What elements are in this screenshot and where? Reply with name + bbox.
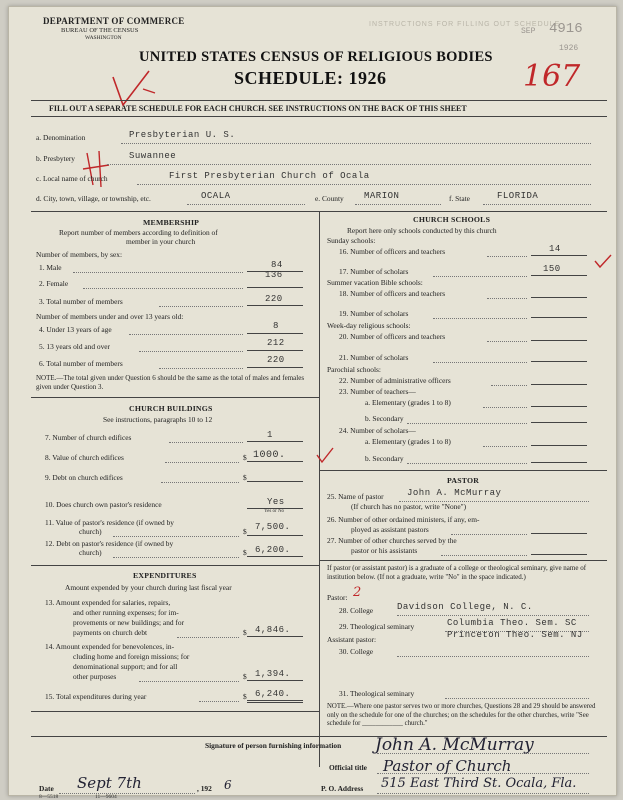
q25-note: (If church has no pastor, write "None") <box>351 502 467 511</box>
parochial-schools-label: Parochial schools: <box>327 365 381 374</box>
q14-label-c: denominational support; and for all <box>73 662 178 671</box>
official-title-value[interactable]: Pastor of Church <box>383 757 512 775</box>
q25-label: 25. Name of pastor <box>327 492 384 501</box>
church-name-label: c. Local name of church <box>36 174 108 183</box>
date-year-digit[interactable]: 6 <box>224 778 232 792</box>
city-label: d. City, town, village, or township, etc. <box>36 194 151 203</box>
q9-dollar-sign: $ <box>243 473 247 482</box>
pastor-sub-label: Pastor: <box>327 593 348 602</box>
q14-value[interactable]: 1,394. <box>255 669 291 679</box>
census-schedule-sheet <box>8 6 617 800</box>
buildings-header: CHURCH BUILDINGS <box>129 404 213 413</box>
q27-label-a: 27. Number of other churches served by the <box>327 536 457 545</box>
q5-label: 5. 13 years old and over <box>39 342 111 351</box>
signature-label: Signature of person furnishing information <box>205 741 342 750</box>
q27-label-b: pastor or his assistants <box>351 546 418 555</box>
q17-label: 17. Number of scholars <box>339 267 409 276</box>
presbytery-value[interactable]: Suwannee <box>129 151 177 161</box>
bureau-name: BUREAU OF THE CENSUS <box>61 27 139 34</box>
po-address-value[interactable]: 515 East Third St. Ocala, Fla. <box>381 776 577 791</box>
q13-label-b: and other running expenses; for im- <box>73 608 179 617</box>
q1-value[interactable]: 84 <box>271 260 283 270</box>
assistant-pastor-label: Assistant pastor: <box>327 635 377 644</box>
stamp-number: 4916 <box>549 21 583 37</box>
q12-dollar-sign: $ <box>243 548 247 557</box>
q17-value[interactable]: 150 <box>543 264 561 274</box>
expenditures-sub: Amount expended by your church during last fiscal year <box>65 583 232 592</box>
presbytery-label: b. Presbytery <box>36 154 75 163</box>
stamp-month: SEP <box>521 27 536 36</box>
official-title-label: Official title <box>329 763 367 772</box>
q13-label-a: 13. Amount expended for salaries, repairs, <box>45 598 171 607</box>
red-check-mark <box>103 69 163 109</box>
red-mark-pastor: 2 <box>353 585 362 600</box>
denomination-label: a. Denomination <box>36 133 86 142</box>
stamp-year: 1926 <box>559 44 579 53</box>
q10-label: 10. Does church own pastor's residence <box>45 500 162 509</box>
city-name: WASHINGTON <box>85 35 122 41</box>
state-value[interactable]: FLORIDA <box>497 191 539 201</box>
q30-label: 30. College <box>339 647 374 656</box>
form-number: 8—5518 <box>39 794 59 800</box>
q23b-label: b. Secondary <box>365 414 404 423</box>
q12-label-a: 12. Debt on pastor's residence (if owned by <box>45 539 174 548</box>
q26-label-b: ployed as assistant pastors <box>351 525 429 534</box>
form-number-2: 11—9604 <box>95 794 117 800</box>
department-name: DEPARTMENT OF COMMERCE <box>43 16 185 26</box>
q11-value[interactable]: 7,500. <box>255 522 291 532</box>
q15-label: 15. Total expenditures during year <box>45 692 147 701</box>
q14-label-b: cluding home and foreign missions; for <box>73 652 190 661</box>
sunday-schools-label: Sunday schools: <box>327 236 376 245</box>
date-year-prefix: , 192 <box>197 784 212 793</box>
age-intro-label: Number of members under and over 13 years old: <box>36 312 184 321</box>
membership-intro-1: Report number of members according to definition of <box>59 228 218 237</box>
q2-label: 2. Female <box>39 279 69 288</box>
q29-value[interactable]: Columbia Theo. Sem. SC <box>447 618 577 628</box>
denomination-value[interactable]: Presbyterian U. S. <box>129 130 236 140</box>
yes-no-hint: Yes or No <box>264 509 285 514</box>
q11-dollar-sign: $ <box>243 527 247 536</box>
q3-value[interactable]: 220 <box>265 294 283 304</box>
date-label: Date <box>39 784 54 793</box>
q13-dollar-sign: $ <box>243 628 247 637</box>
signature-value[interactable]: John A. McMurray <box>375 735 534 755</box>
q24-label: 24. Number of scholars— <box>339 426 416 435</box>
q7-value[interactable]: 1 <box>267 430 273 440</box>
q11-label-b: church) <box>79 527 102 536</box>
q8-label: 8. Value of church edifices <box>45 453 124 462</box>
schools-intro: Report here only schools conducted by this church <box>347 226 497 235</box>
county-label: e. County <box>315 194 344 203</box>
date-value[interactable]: Sept 7th <box>77 774 142 792</box>
buildings-sub: See instructions, paragraphs 10 to 12 <box>103 415 213 424</box>
pastor-note: NOTE.—Where one pastor serves two or more churches, Questions 28 and 29 should be answered only on the schedule for one of the churches; on the schedules for the other churches, write "See schedule for ____________ church." <box>327 703 596 727</box>
q31-label: 31. Theological seminary <box>339 689 415 698</box>
city-value[interactable]: OCALA <box>201 191 231 201</box>
pastor-header: PASTOR <box>447 476 480 485</box>
q16-label: 16. Number of officers and teachers <box>339 247 446 256</box>
q13-value[interactable]: 4,846. <box>255 625 291 635</box>
po-address-label: P. O. Address <box>321 784 364 793</box>
red-check-mark-q17 <box>593 253 613 269</box>
membership-intro-2: member in your church <box>126 237 196 246</box>
form-title: UNITED STATES CENSUS OF RELIGIOUS BODIES <box>139 49 493 65</box>
state-label: f. State <box>449 194 470 203</box>
q24b-label: b. Secondary <box>365 454 404 463</box>
q29-label: 29. Theological seminary <box>339 622 415 631</box>
q8-value[interactable]: 1000. <box>253 450 286 461</box>
q22-label: 22. Number of administrative officers <box>339 376 451 385</box>
q15-value[interactable]: 6,240. <box>255 689 291 699</box>
q18-label: 18. Number of officers and teachers <box>339 289 446 298</box>
county-value[interactable]: MARION <box>364 191 400 201</box>
weekday-schools-label: Week-day religious schools: <box>327 321 411 330</box>
q1-label: 1. Male <box>39 263 62 272</box>
q16-value[interactable]: 14 <box>549 244 561 254</box>
members-by-sex-label: Number of members, by sex: <box>36 250 122 259</box>
q26-label-a: 26. Number of other ordained ministers, if any, em- <box>327 515 480 524</box>
red-pencil-mark <box>79 147 119 191</box>
q4-label: 4. Under 13 years of age <box>39 325 112 334</box>
q9-label: 9. Debt on church edifices <box>45 473 123 482</box>
q8-dollar-sign: $ <box>243 453 247 462</box>
q23-label: 23. Number of teachers— <box>339 387 416 396</box>
q14-label-d: other purposes <box>73 672 117 681</box>
expenditures-header: EXPENDITURES <box>133 571 197 580</box>
q3-label: 3. Total number of members <box>39 297 123 306</box>
q13-label-d: payments on church debt <box>73 628 148 637</box>
q5-value[interactable]: 212 <box>267 338 285 348</box>
church-name-value[interactable]: First Presbyterian Church of Ocala <box>169 171 370 181</box>
instructions-banner: FILL OUT A SEPARATE SCHEDULE FOR EACH CHURCH. SEE INSTRUCTIONS ON THE BACK OF THIS SHEET <box>49 104 467 113</box>
schedule-title: SCHEDULE: 1926 <box>234 68 387 88</box>
q28-value[interactable]: Davidson College, N. C. <box>397 602 533 612</box>
q7-label: 7. Number of church edifices <box>45 433 132 442</box>
q2-value[interactable]: 136 <box>265 270 283 280</box>
q19-label: 19. Number of scholars <box>339 309 409 318</box>
q28-label: 28. College <box>339 606 374 615</box>
q14-label-a: 14. Amount expended for benevolences, in- <box>45 642 175 651</box>
bleed-through-text: INSTRUCTIONS FOR FILLING OUT SCHEDULE <box>369 21 561 28</box>
q23a-label: a. Elementary (grades 1 to 8) <box>365 398 451 407</box>
schools-header: CHURCH SCHOOLS <box>413 215 491 224</box>
q21-label: 21. Number of scholars <box>339 353 409 362</box>
assistant-seminary-value[interactable]: Princeton Theo. Sem. NJ <box>447 630 583 640</box>
red-handwritten-number: 167 <box>523 59 581 94</box>
q12-label-b: church) <box>79 548 102 557</box>
q13-label-c: provements or new buildings; and for <box>73 618 185 627</box>
q11-label-a: 11. Value of pastor's residence (if owned by <box>45 518 174 527</box>
graduate-instructions: If pastor (or assistant pastor) is a graduate of a college or theological seminary, give name of institution below. (If not a graduate, write "No" in the space indicated.) <box>327 564 587 581</box>
q24a-label: a. Elementary (grades 1 to 8) <box>365 437 451 446</box>
membership-header: MEMBERSHIP <box>143 218 200 227</box>
summer-schools-label: Summer vacation Bible schools: <box>327 278 423 287</box>
q6-value[interactable]: 220 <box>267 355 285 365</box>
red-check-mark-schools <box>315 445 335 465</box>
q4-value[interactable]: 8 <box>273 321 279 331</box>
q12-value[interactable]: 6,200. <box>255 545 291 555</box>
q6-label: 6. Total number of members <box>39 359 123 368</box>
membership-note: NOTE.—The total given under Question 6 should be the same as the total of males and females given under Question 3. <box>36 374 305 391</box>
q15-dollar-sign: $ <box>243 692 247 701</box>
q20-label: 20. Number of officers and teachers <box>339 332 446 341</box>
q25-value[interactable]: John A. McMurray <box>407 488 502 498</box>
q10-value[interactable]: Yes <box>267 497 285 507</box>
q14-dollar-sign: $ <box>243 672 247 681</box>
